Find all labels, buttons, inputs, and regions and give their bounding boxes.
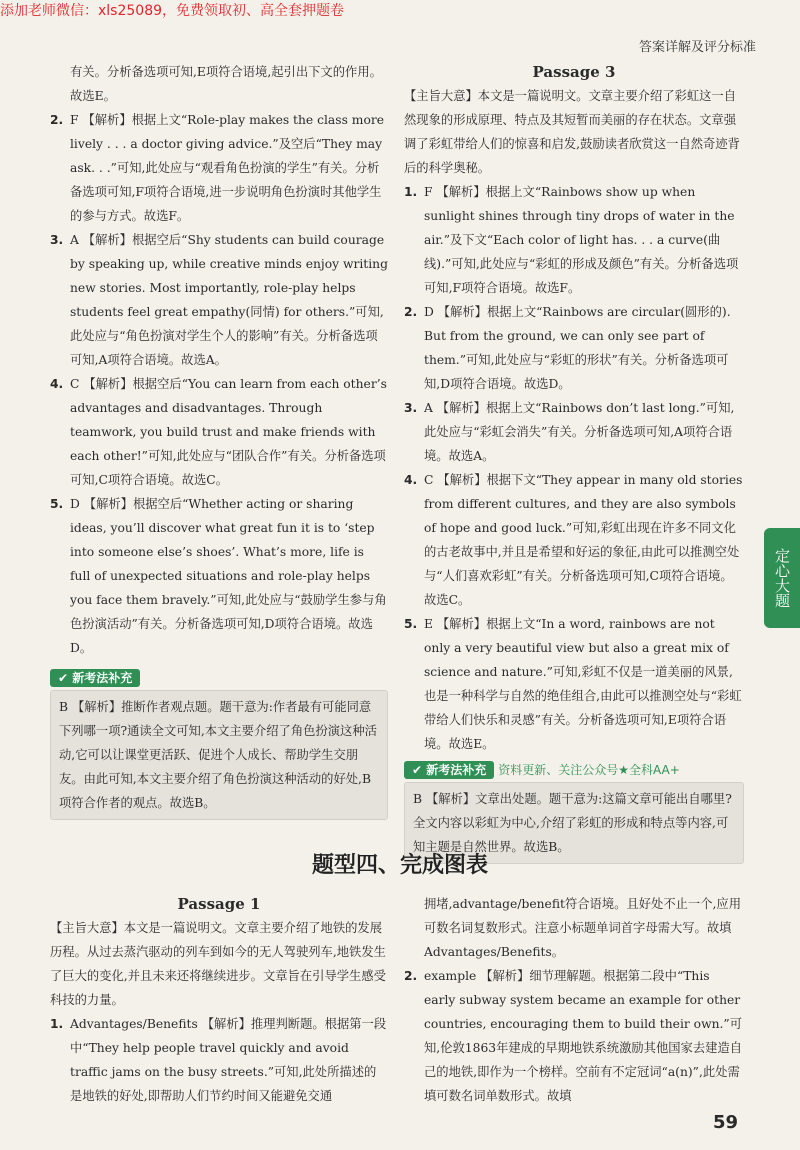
continued-text: 拥堵,advantage/benefit符合语境。且好处不止一个,应用可数名词复数形式。注意小标题单词首字母需大写。故填Advantages/Benefits。: [424, 897, 742, 959]
main-idea: 【主旨大意】本文是一篇说明文。文章主要介绍了地铁的发展历程。从过去蒸汽驱动的列车到如今的无人驾驶列车,地铁发生了巨大的变化,并且未来还将继续进步。文章旨在引导学生感受科技的力量。: [50, 921, 386, 1007]
section-title: 题型四、完成图表: [311, 853, 488, 878]
passage-title: Passage 3: [532, 63, 616, 81]
right-column: [404, 60, 744, 864]
bottom-left-column: [50, 892, 388, 1108]
list-item: 4. C 【解析】根据下文“They appear in many old stories from different cultures, and they are also symbols of hope and good luck.”可知,彩虹出现在许多不同文化的古老故事中,并且是希望和好运的象征,由此可以推测空处与“人们喜欢彩虹”有关。分析备选项可知,C项符合语境。故选C。: [404, 473, 743, 607]
list-item: 3. A 【解析】根据上文“Rainbows don’t last long.”可知,此处应与“彩虹会消失”有关。分析备选项可知,A项符合语境。故选A。: [404, 401, 735, 463]
list-item: 2. D 【解析】根据上文“Rainbows are circular(圆形的). But from the ground, we can only see part of them.”可知,此处应与“彩虹的形状”有关。分析备选项可知,D项符合语境。故选D。: [404, 305, 731, 391]
supplement-box: B 【解析】文章出处题。题干意为:这篇文章可能出自哪里?全文内容以彩虹为中心,介绍了彩虹的形成和特点等内容,可知主题是自然世界。故选B。: [404, 782, 744, 864]
list-item: 1. F 【解析】根据上文“Rainbows show up when sunlight shines through tiny drops of water in the air.”及下文“Each color of light has. . . a curve(曲线).”可知,此处应与“彩虹的形成及颜色”有关。分析备选项可知,F项符合语境。故选F。: [404, 185, 739, 295]
supplement-box: B 【解析】推断作者观点题。题干意为:作者最有可能同意下列哪一项?通读全文可知,本文主要介绍了角色扮演这种活动,它可以让课堂更活跃、促进个人成长、帮助学生交朋友。由此可知,本文主要介绍了角色扮演这种活动的好处,B项符合作者的观点。故选B。: [50, 690, 388, 820]
new-method-tag: ✔ 新考法补充: [404, 761, 494, 779]
left-column: [50, 60, 388, 820]
new-method-tag: ✔ 新考法补充: [50, 669, 140, 687]
passage-title: Passage 1: [177, 895, 261, 913]
main-idea: 【主旨大意】本文是一篇说明文。文章主要介绍了彩虹这一自然现象的形成原理、特点及其短暂而美丽的存在状态。文章强调了彩虹带给人们的惊喜和启发,鼓励读者欣赏这一自然奇迹背后的科学奥秘。: [404, 89, 740, 175]
bulb-icon: ✔: [412, 763, 423, 777]
side-tab: 定心大题: [764, 528, 800, 628]
bottom-right-column: [404, 892, 744, 1108]
watermark-text: 添加老师微信：xls25089，免费领取初、高全套押题卷: [0, 3, 345, 19]
page-number: 59: [712, 1112, 738, 1133]
supplement-note: 资料更新、关注公众号★全科AA+: [498, 763, 680, 777]
left-intro: 有关。分析备选项可知,E项符合语境,起引出下文的作用。故选E。: [70, 65, 382, 103]
list-item: 5. E 【解析】根据上文“In a word, rainbows are not only a very beautiful view but also a great mix of science and nature.”可知,彩虹不仅是一道美丽的风景,也是一种科学与自然的绝佳组合,由此可以推测空处与“彩虹带给人们快乐和灵感”有关。分析备选项可知,E项符合语境。故选E。: [404, 617, 742, 751]
list-item: 3. A 【解析】根据空后“Shy students can build courage by speaking up, while creative minds enjoy writing new stories. Most importantly, role-play helps students feel great empathy(同情) for others.”可知,此处应与“角色扮演对学生个人的影响”有关。分析备选项可知,A项符合语境。故选A。: [50, 233, 388, 367]
list-item: 2. example 【解析】细节理解题。根据第二段中“This early subway system became an example for other countries, encouraging them to build their own.”可知,伦敦1863年建成的早期地铁系统激励其他国家去建造自己的地铁,即作为一个榜样。空前有不定冠词“a(n)”,此处需填可数名词单数形式。故填: [404, 969, 743, 1103]
list-item: 1. Advantages/Benefits 【解析】推理判断题。根据第一段中“They help people travel quickly and avoid traffic jams on the busy streets.”可知,此处所描述的是地铁的好处,即帮助人们节约时间又能避免交通: [50, 1017, 387, 1103]
page-header: 答案详解及评分标准: [638, 40, 756, 55]
list-item: 4. C 【解析】根据空后“You can learn from each other’s advantages and disadvantages. Through teamwork, you build trust and make friends with each other!”可知,此处应与“团队合作”有关。分析备选项可知,C项符合语境。故选C。: [50, 377, 387, 487]
list-item: 5. D 【解析】根据空后“Whether acting or sharing ideas, you’ll discover what great fun it is to ‘step into someone else’s shoes’. What’s more, life is full of unexpected situations and role-play helps you face them bravely.”可知,此处应与“鼓励学生参与角色扮演活动”有关。分析备选项可知,D项符合语境。故选D。: [50, 497, 387, 655]
bulb-icon: ✔: [58, 671, 69, 685]
new-method-supplement: [50, 666, 388, 820]
list-item: 2. F 【解析】根据上文“Role-play makes the class more lively . . . a doctor giving advice.”及空后“They may ask. . .”可知,此处应与“观看角色扮演的学生”有关。分析备选项可知,F项符合语境,进一步说明角色扮演时其他学生的参与方式。故选F。: [50, 113, 385, 223]
